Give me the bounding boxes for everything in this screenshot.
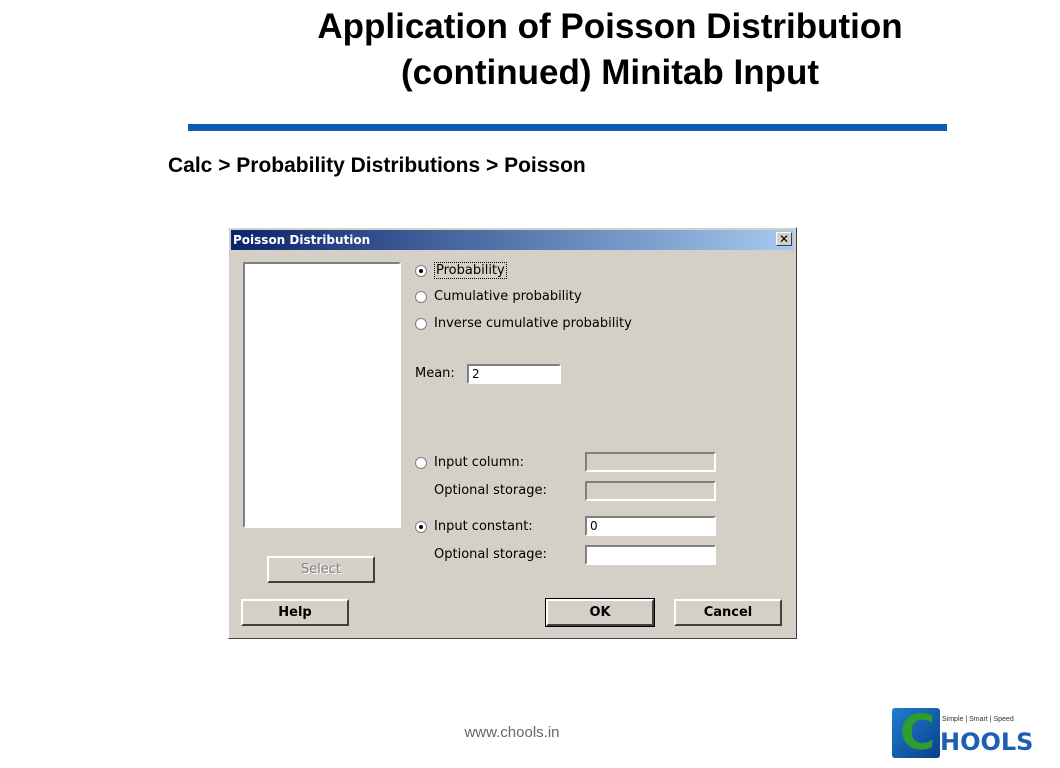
radio-input-column-indicator[interactable] bbox=[415, 457, 427, 469]
radio-cumulative-indicator[interactable] bbox=[415, 291, 427, 303]
radio-input-constant[interactable] bbox=[415, 519, 533, 534]
radio-cumulative-label: Cumulative probability bbox=[434, 289, 582, 304]
mean-label: Mean: bbox=[415, 366, 455, 381]
dialog-title: Poisson Distribution bbox=[233, 233, 371, 247]
logo-wordmark: HOOLS bbox=[940, 728, 1034, 756]
select-button[interactable]: Select bbox=[267, 556, 375, 583]
optional-storage-label-2: Optional storage: bbox=[434, 547, 547, 562]
radio-probability[interactable] bbox=[415, 262, 507, 279]
input-column-label: Input column: bbox=[434, 455, 525, 470]
radio-inverse-indicator[interactable] bbox=[415, 318, 427, 330]
radio-probability-label: Probability bbox=[436, 263, 505, 278]
optional-storage-label-1: Optional storage: bbox=[434, 483, 547, 498]
ok-button[interactable]: OK bbox=[546, 599, 654, 626]
slide-title-line-1: Application of Poisson Distribution bbox=[317, 7, 903, 46]
title-divider bbox=[188, 124, 947, 131]
input-column-field[interactable] bbox=[585, 452, 716, 472]
help-button[interactable]: Help bbox=[241, 599, 349, 626]
poisson-distribution-dialog bbox=[228, 227, 797, 639]
radio-input-constant-indicator[interactable] bbox=[415, 521, 427, 533]
logo-tagline: Simple | Smart | Speed bbox=[942, 716, 1014, 723]
chools-logo bbox=[892, 705, 1034, 761]
mean-input[interactable]: 2 bbox=[467, 364, 561, 384]
slide-title bbox=[160, 4, 1060, 96]
optional-storage-field-1[interactable] bbox=[585, 481, 716, 501]
close-button[interactable] bbox=[776, 232, 792, 246]
menu-path: Calc > Probability Distributions > Poisson bbox=[168, 154, 586, 177]
footer-url: www.chools.in bbox=[464, 724, 560, 741]
optional-storage-field-2[interactable] bbox=[585, 545, 716, 565]
slide-title-line-2: (continued) Minitab Input bbox=[401, 53, 819, 92]
radio-cumulative-probability[interactable] bbox=[415, 289, 582, 304]
radio-probability-indicator[interactable] bbox=[415, 265, 427, 277]
cancel-button[interactable]: Cancel bbox=[674, 599, 782, 626]
radio-inverse-label: Inverse cumulative probability bbox=[434, 316, 632, 331]
input-constant-field[interactable]: 0 bbox=[585, 516, 716, 536]
radio-inverse-cumulative-probability[interactable] bbox=[415, 316, 632, 331]
radio-input-column[interactable] bbox=[415, 455, 524, 470]
logo-letter: C bbox=[900, 705, 936, 761]
input-constant-label: Input constant: bbox=[434, 519, 533, 534]
dialog-titlebar[interactable] bbox=[231, 230, 794, 250]
variable-listbox[interactable] bbox=[243, 262, 401, 528]
close-icon: ✕ bbox=[778, 232, 790, 246]
